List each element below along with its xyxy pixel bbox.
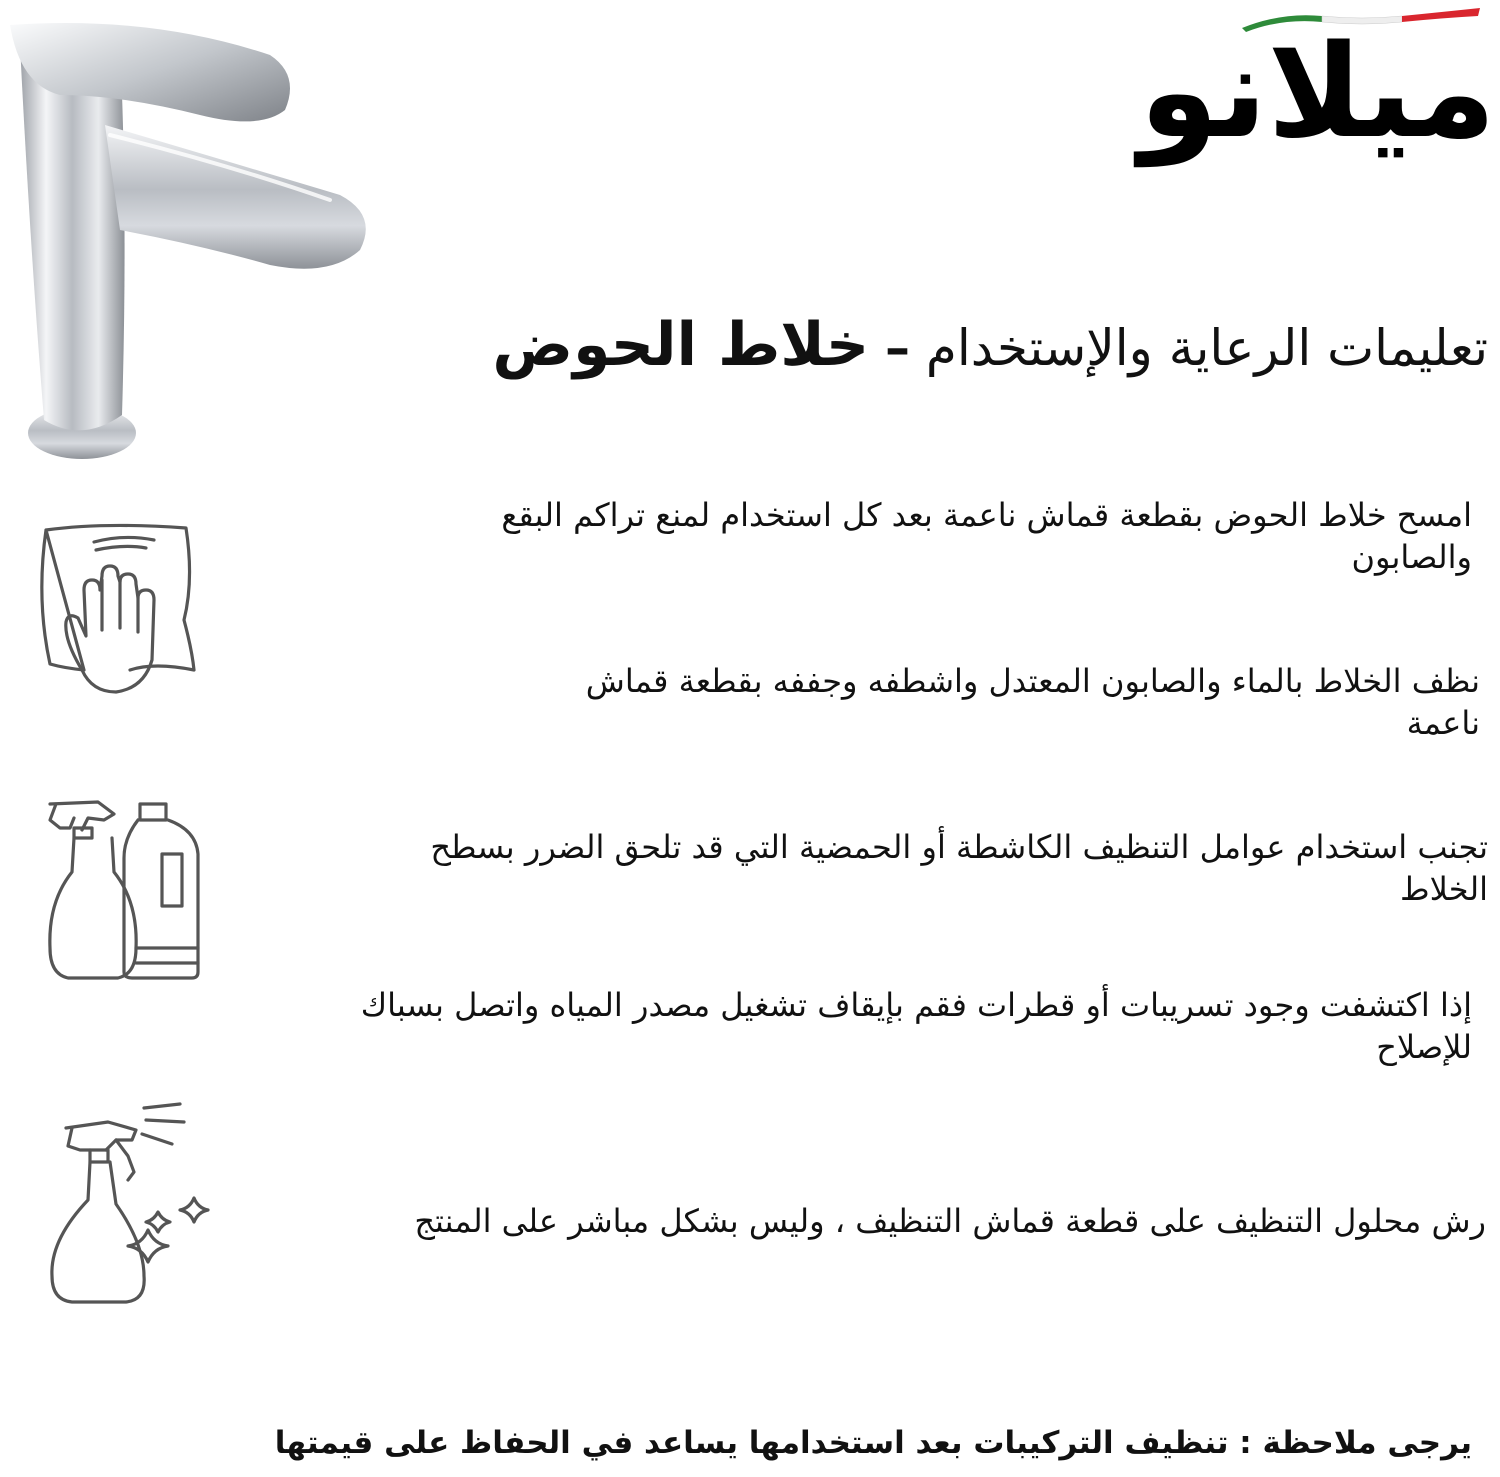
instruction-5: رش محلول التنظيف على قطعة قماش التنظيف ، وليس بشكل مباشر على المنتج	[414, 1202, 1486, 1240]
title-separator: –	[885, 319, 910, 377]
hand-wiping-cloth-icon	[34, 520, 199, 700]
title-main: تعليمات الرعاية والإستخدام	[925, 319, 1488, 377]
brand-logo: ميلانو	[1139, 18, 1496, 167]
instruction-2: نظف الخلاط بالماء والصابون المعتدل واشطفه وجففه بقطعة قماش ناعمة	[585, 662, 1480, 742]
title-product: خلاط الحوض	[492, 310, 870, 380]
faucet-image	[0, 15, 380, 465]
spray-bottle-sparkle-icon	[46, 1100, 216, 1305]
cleaning-bottles-icon	[44, 798, 204, 983]
instruction-1: امسح خلاط الحوض بقطعة قماش ناعمة بعد كل استخدام لمنع تراكم البقع والصابون	[501, 496, 1472, 576]
instruction-4: إذا اكتشفت وجود تسريبات أو قطرات فقم بإيقاف تشغيل مصدر المياه واتصل بسباك للإصلاح	[360, 986, 1472, 1066]
footer-note: يرجى ملاحظة : تنظيف التركيبات بعد استخدامها يساعد في الحفاظ على قيمتها	[274, 1425, 1472, 1461]
instruction-3: تجنب استخدام عوامل التنظيف الكاشطة أو الحمضية التي قد تلحق الضرر بسطح الخلاط	[430, 828, 1488, 908]
page-title	[348, 300, 1488, 390]
